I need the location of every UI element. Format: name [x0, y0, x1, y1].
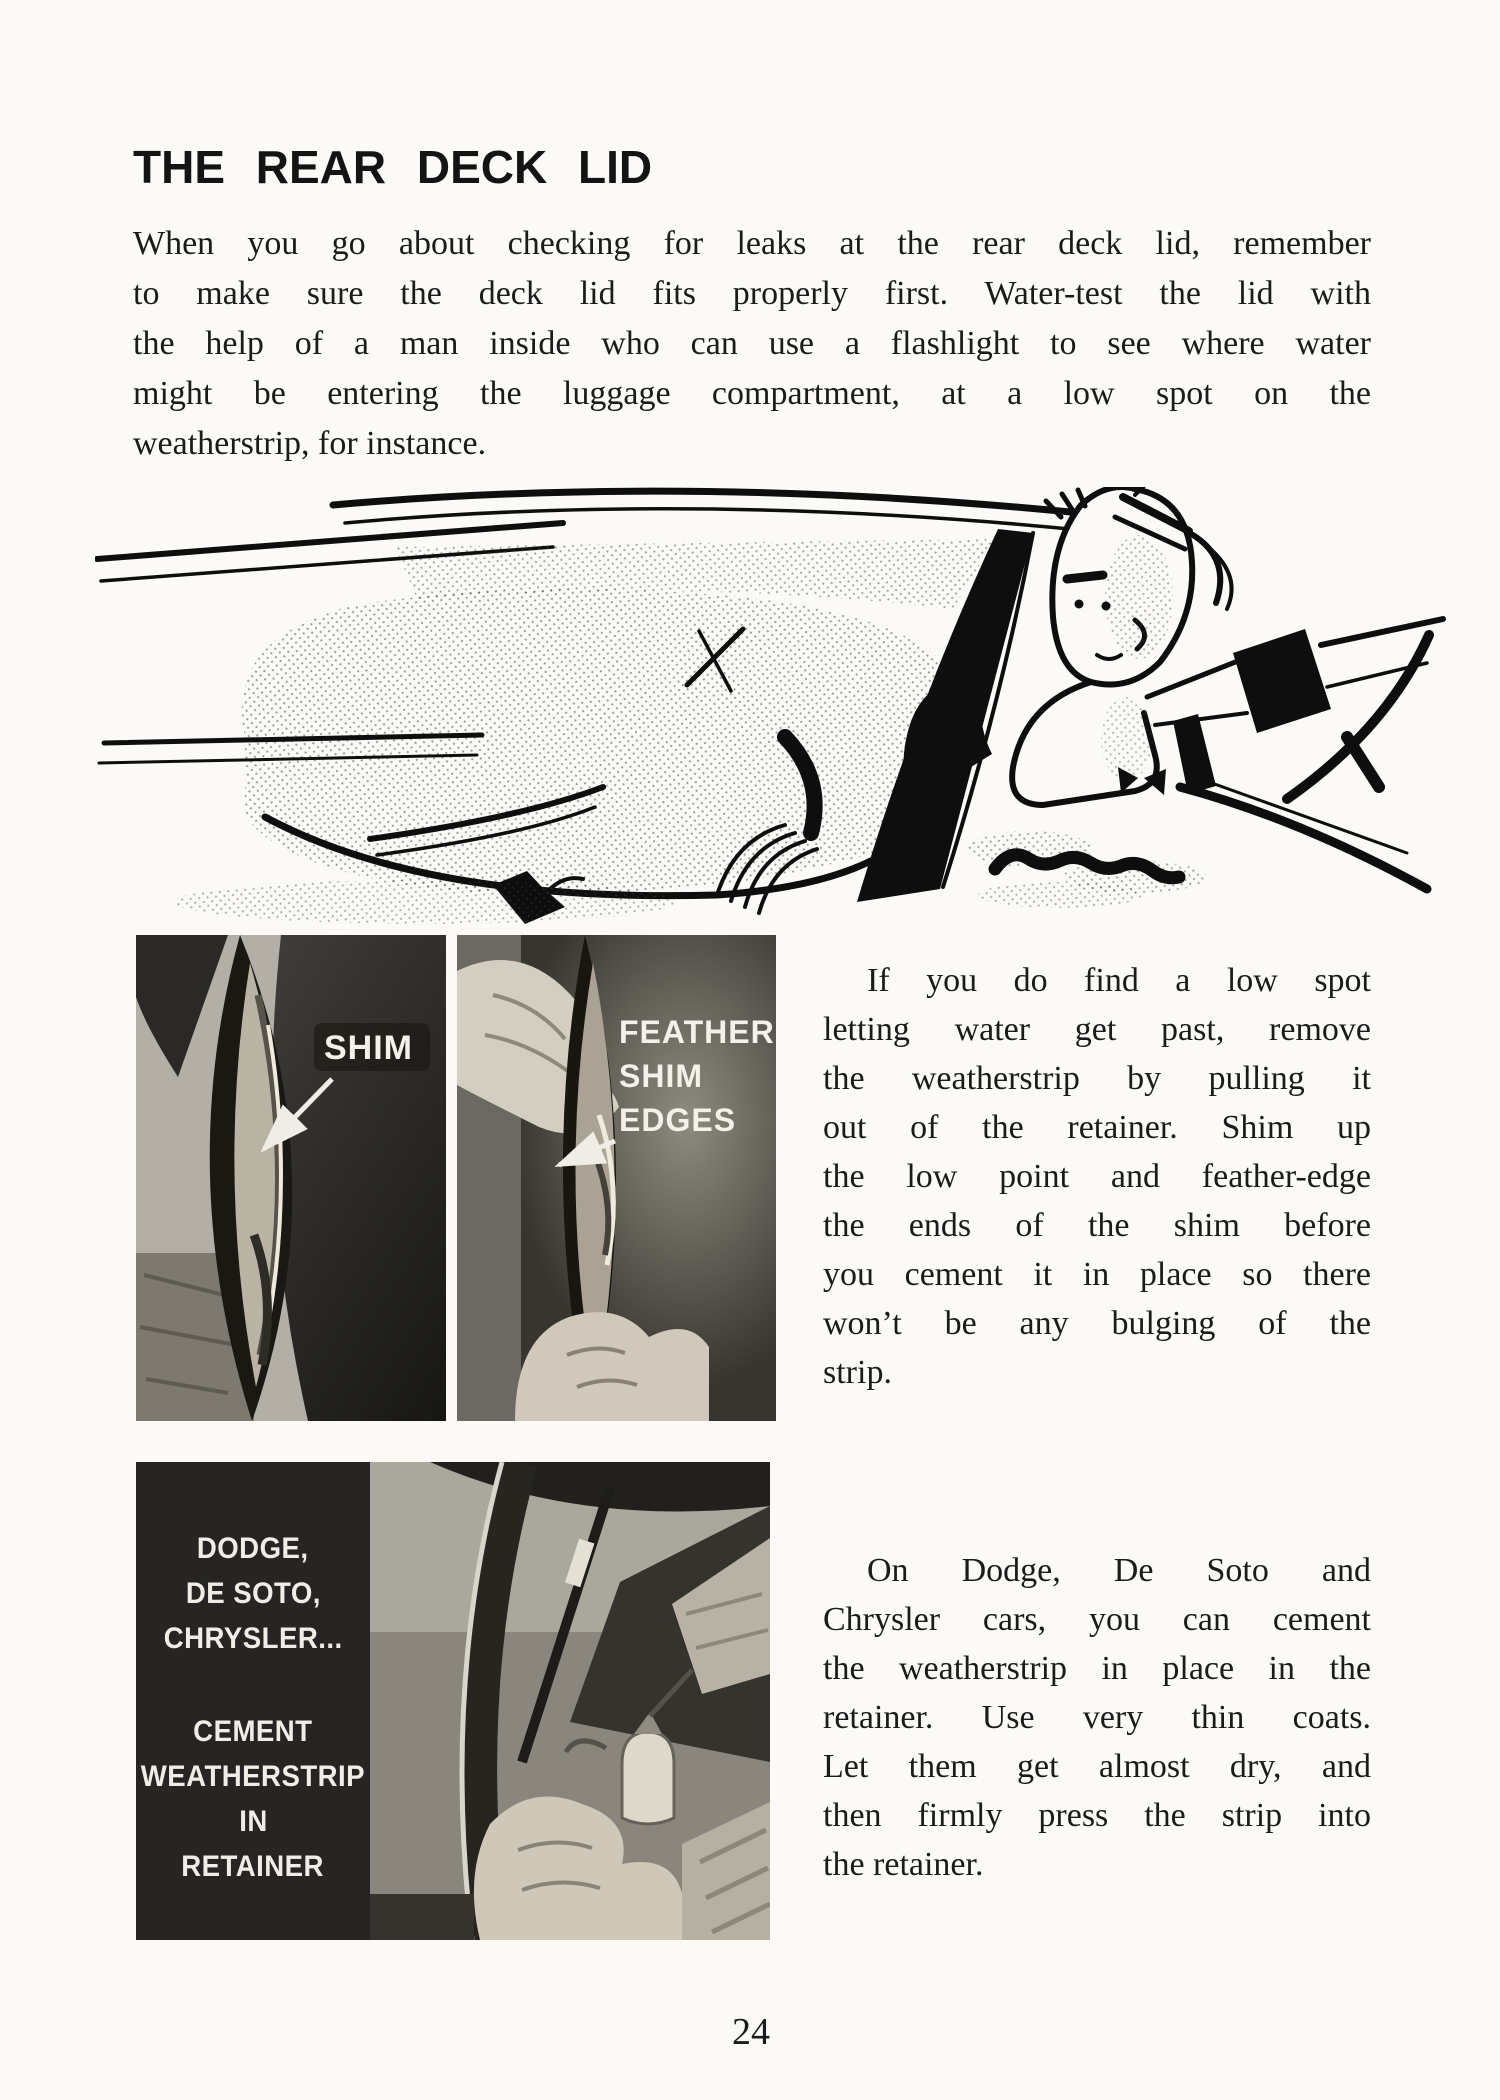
feather-shim-label-line: EDGES	[619, 1102, 737, 1138]
cement-caption-panel	[136, 1462, 370, 1940]
panel-line: CHRYSLER...	[163, 1622, 343, 1655]
text-line: the weatherstrip in place in the	[823, 1650, 1371, 1687]
panel-line: CEMENT	[193, 1715, 313, 1748]
text-line: won’t be any bulging of the	[823, 1305, 1371, 1342]
text-line: the ends of the shim before	[823, 1207, 1371, 1244]
text-line: the retainer.	[823, 1846, 984, 1883]
panel-line: IN	[238, 1805, 268, 1838]
text-line: letting water get past, remove	[823, 1011, 1371, 1048]
page-title: THE REAR DECK LID	[133, 141, 653, 193]
panel-line: DODGE,	[197, 1532, 309, 1565]
text-line: strip.	[823, 1354, 892, 1391]
text-line: then firmly press the strip into	[823, 1797, 1371, 1834]
text-line: to make sure the deck lid fits properly first. Water-test the lid with	[133, 275, 1371, 312]
page-number: 24	[732, 2011, 770, 2053]
cement-photo	[370, 1462, 770, 1940]
text-line: you cement it in place so there	[823, 1256, 1371, 1293]
text-line: When you go about checking for leaks at the rear deck lid, remember	[133, 225, 1371, 262]
intro-paragraph	[133, 219, 1371, 469]
text-line: On Dodge, De Soto and	[867, 1552, 1371, 1589]
shim-label: SHIM	[324, 1029, 413, 1067]
text-line: the help of a man inside who can use a flashlight to see where water	[133, 325, 1371, 362]
text-line: If you do find a low spot	[867, 962, 1371, 999]
panel-line: RETAINER	[181, 1850, 325, 1883]
text-line: retainer. Use very thin coats.	[823, 1699, 1371, 1736]
text-line: the weatherstrip by pulling it	[823, 1060, 1371, 1097]
feather-shim-photo	[457, 935, 776, 1421]
shim-instructions-paragraph	[823, 956, 1371, 1397]
feather-shim-label-line: SHIM	[619, 1058, 703, 1094]
text-line: the low point and feather-edge	[823, 1158, 1371, 1195]
cement-weatherstrip-figure	[136, 1462, 770, 1940]
panel-line: WEATHERSTRIP	[140, 1760, 366, 1793]
text-line: Let them get almost dry, and	[823, 1748, 1371, 1785]
text-line: out of the retainer. Shim up	[823, 1109, 1371, 1146]
text-line: might be entering the luggage compartment, at a low spot on the	[133, 375, 1371, 412]
text-line: Chrysler cars, you can cement	[823, 1601, 1371, 1638]
shim-photo	[136, 935, 446, 1421]
text-line: weatherstrip, for instance.	[133, 425, 487, 462]
rear-deck-cartoon-illustration	[95, 487, 1465, 932]
feather-shim-label-line: FEATHER	[619, 1014, 775, 1050]
cement-instructions-paragraph	[823, 1546, 1371, 1889]
panel-line: DE SOTO,	[185, 1577, 321, 1610]
